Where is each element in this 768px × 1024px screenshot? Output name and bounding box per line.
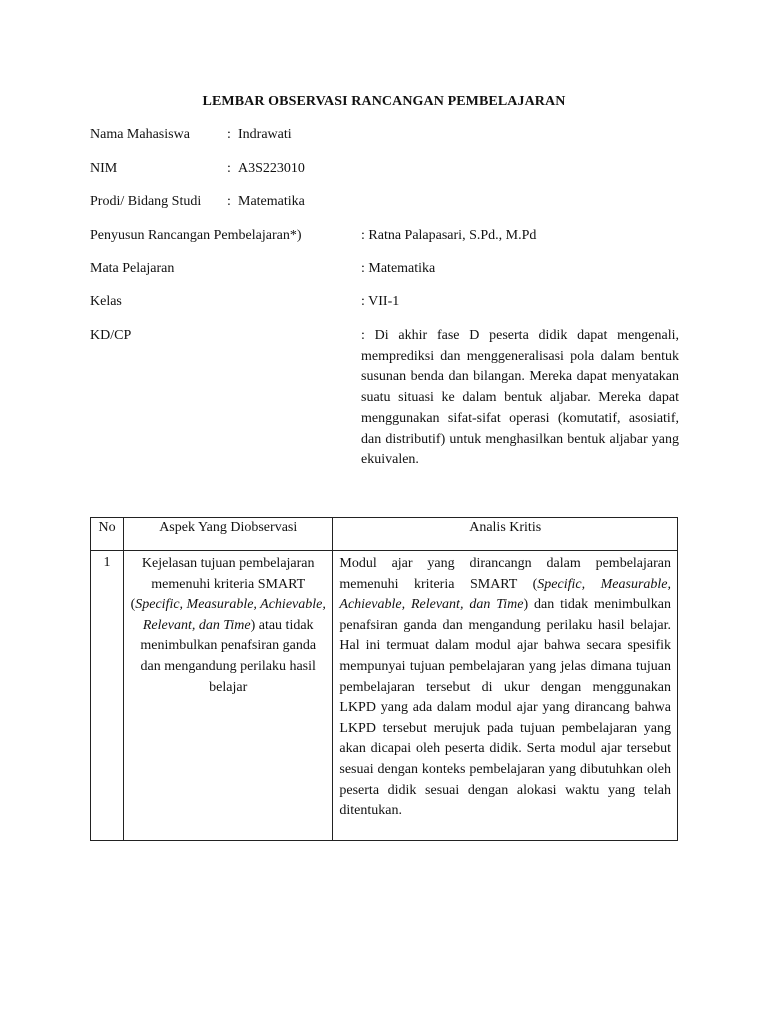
table-row: [91, 551, 678, 841]
field-colon: :: [227, 161, 231, 176]
field-nim: [90, 160, 305, 178]
cell-aspek: [124, 551, 333, 841]
field-mata-pelajaran: [90, 260, 435, 278]
field-label: Prodi/ Bidang Studi: [90, 194, 202, 209]
header-analis: Analis Kritis: [333, 518, 678, 551]
field-value: : VII-1: [361, 294, 400, 309]
field-kelas: [90, 293, 399, 311]
field-value: : Ratna Palapasari, S.Pd., M.Pd: [361, 228, 537, 243]
header-no: No: [91, 518, 124, 551]
analis-text-italic: Specific, Measurable, Achievable, Relevant, dan Time: [339, 576, 671, 613]
field-penyusun: [90, 227, 536, 245]
field-value: Matematika: [238, 194, 305, 209]
field-nama-mahasiswa: [90, 126, 292, 144]
field-label: Kelas: [90, 294, 122, 309]
field-value: : Matematika: [361, 261, 436, 276]
field-kdcp-value: : Di akhir fase D peserta didik dapat mengenali, memprediksi dan menggeneralisasi pola dalam bentuk susunan benda dan bilangan. Mereka dapat menyatakan suatu situasi ke dalam bentuk aljabar. Mereka dapat menggunakan sifat-sifat operasi (komutatif, asosiatif, dan distributif) untuk menghasilkan bentuk aljabar yang ekuivalen.: [361, 328, 679, 468]
field-colon: :: [227, 127, 231, 142]
field-label: Mata Pelajaran: [90, 261, 175, 276]
field-value: Indrawati: [238, 127, 292, 142]
field-kdcp-label: KD/CP: [90, 328, 132, 343]
header-aspek: Aspek Yang Diobservasi: [124, 518, 333, 551]
aspek-text-italic: Specific, Measurable, Achievable, Relevant, dan Time: [135, 597, 326, 633]
field-label: NIM: [90, 161, 118, 176]
document-title: LEMBAR OBSERVASI RANCANGAN PEMBELAJARAN: [202, 94, 566, 109]
observation-table: [90, 517, 678, 841]
field-colon: :: [227, 194, 231, 209]
field-value: A3S223010: [238, 161, 305, 176]
aspek-text-end: ) atau tidak menimbulkan penafsiran ganda dan mengandung perilaku hasil belajar: [140, 617, 317, 695]
analis-text-start: Modul ajar yang dirancangn dalam pembelajaran memenuhi kriteria SMART (: [339, 556, 671, 592]
field-prodi: [90, 193, 305, 211]
field-label: Penyusun Rancangan Pembelajaran*): [90, 228, 302, 243]
analis-text-end: ) dan tidak menimbulkan penafsiran ganda dan mengandung perilaku hasil belajar. Hal ini termuat dalam modul ajar bahwa secara spesifik mempunyai tujuan pembelajaran yang jelas dimana tujuan pembelajaran tersebut di ukur dengan menggunakan LKPD yang ada dalam modul ajar yang dirancang bahwa LKPD tersebut merujuk pada tujuan pembelajaran yang akan dicapai oleh peserta didik. Serta modul ajar tersebut sesuai dengan konteks pembelajaran yang dibutuhkan oleh peserta didik sesuai dengan alokasi waktu yang telah ditentukan.: [339, 597, 672, 819]
aspek-text-start: Kejelasan tujuan pembelajaran memenuhi kriteria SMART (: [130, 556, 315, 613]
cell-no: 1: [91, 551, 124, 841]
field-label: Nama Mahasiswa: [90, 127, 190, 142]
table-header-row: [91, 518, 678, 551]
cell-analis: [333, 551, 678, 841]
